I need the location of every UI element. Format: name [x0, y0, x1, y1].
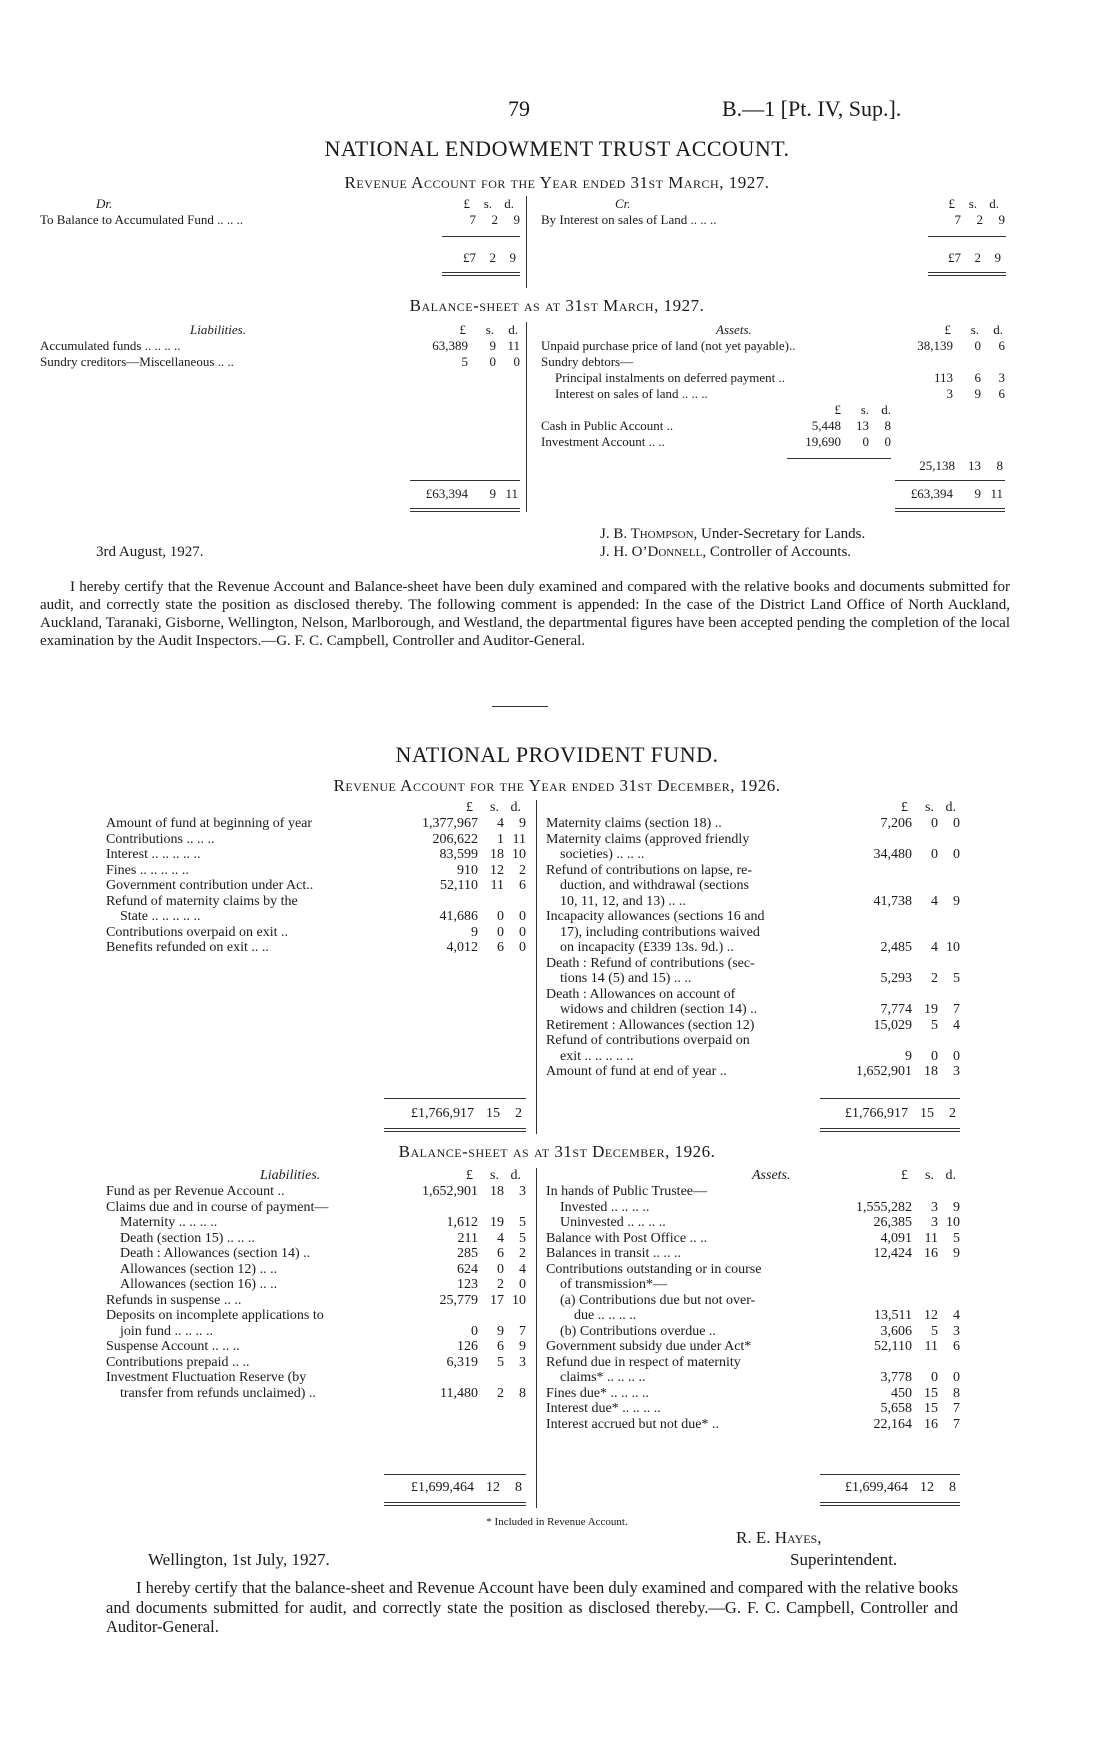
list-item: Death : Refund of contributions (sec-: [546, 955, 755, 971]
list-item: Refund of contributions on lapse, re-: [546, 862, 753, 878]
list-item: Interest accrued but not due* .. 22,164 16 7: [546, 1416, 960, 1432]
list-item: Fines due* .. .. .. .. 450 15 8: [546, 1385, 960, 1401]
list-item: Refund of maternity claims by the: [106, 893, 298, 909]
net-rev-cr-item: By Interest on sales of Land .. .. .. 7 2 9: [541, 212, 1005, 227]
net-liabilities-list: [40, 338, 520, 370]
npf-rev-left-header: £ s. d.: [466, 800, 521, 815]
list-item: 10, 11, 12, and 13) .. .. 41,738 4 9: [560, 893, 960, 909]
net-revenue-title: Revenue Account for the Year ended 31st March, 1927.: [344, 173, 770, 192]
net-asset-row: Unpaid purchase price of land (not yet payable).. 38,139 0 6: [541, 338, 1005, 353]
net-assets-label: Assets.: [716, 322, 752, 337]
cr-label: Cr.: [615, 196, 631, 211]
npf-rev-right-list: [546, 816, 960, 1080]
list-item: Uninvested .. .. .. .. 26,385 3 10: [560, 1215, 960, 1230]
list-item: Fund as per Revenue Account .. 1,652,901 18 3: [106, 1184, 526, 1199]
document-reference: B.—1 [Pt. IV, Sup.].: [722, 96, 902, 121]
list-item: Contributions .. .. .. 206,622 1 11: [106, 831, 526, 847]
list-item: Allowances (section 12) .. .. 624 0 4: [120, 1261, 526, 1277]
npf-balance-title: Balance-sheet as at 31st December, 1926.: [398, 1142, 716, 1161]
net-certificate: I hereby certify that the Revenue Account and Balance-sheet have been duly examined and compared with the relative books and documents submitted for audit, and correctly state the position as disclosed thereby. The following comment is appended: In the case of the District Land Office of North Auckland, Auckland, Taranaki, Gisborne, Wellington, Nelson, Marlborough, and Westland, the departmental figures have been accepted pending the completion of the local examination by the Audit Inspectors.—G. F. C. Campbell, Controller and Auditor-General.: [40, 579, 1010, 649]
net-rev-dr-total: £7 2 9: [463, 250, 516, 265]
net-asset-row: Investment Account .. .. 19,690 0 0: [541, 434, 891, 449]
list-item: State .. .. .. .. .. 41,686 0 0: [120, 909, 526, 924]
list-item: Contributions outstanding or in course: [546, 1261, 762, 1277]
net-asset-row: Interest on sales of land .. .. .. 3 9 6: [555, 386, 1005, 401]
list-item: join fund .. .. .. .. 0 9 7: [120, 1323, 526, 1339]
net-asset-inner-header: £ s. d.: [834, 402, 891, 417]
net-bal-liab-header: £ s. d.: [459, 322, 518, 337]
list-item: Maternity claims (approved friendly: [546, 831, 750, 847]
net-rev-dr-item: To Balance to Accumulated Fund .. .. .. 7 2 9: [40, 212, 520, 227]
npf-footnote: * Included in Revenue Account.: [486, 1516, 628, 1528]
list-item: Benefits refunded on exit .. .. 4,012 6 0: [106, 940, 526, 955]
npf-rev-right-total: £1,766,917 15 2: [845, 1106, 956, 1121]
npf-liabilities-label: Liabilities.: [260, 1168, 321, 1183]
npf-bal-right-total: £1,699,464 12 8: [845, 1480, 956, 1495]
npf-title: NATIONAL PROVIDENT FUND.: [395, 742, 719, 767]
npf-rev-left-total: £1,766,917 15 2: [411, 1106, 522, 1121]
net-asset-row: Principal instalments on deferred payment .. 113 6 3: [555, 370, 1005, 385]
npf-signature-title: Superintendent.: [790, 1550, 898, 1569]
npf-rev-right-header: £ s. d.: [901, 800, 956, 815]
list-item: Maternity claims (section 18) .. 7,206 0 0: [546, 816, 960, 831]
net-rev-cr-total: £7 2 9: [948, 250, 1001, 265]
npf-bal-left-header: £ s. d.: [466, 1168, 521, 1183]
list-item: Allowances (section 16) .. .. 123 2 0: [120, 1277, 526, 1292]
list-item: Contributions prepaid .. .. 6,319 5 3: [106, 1354, 526, 1370]
net-liab-total: £63,394 9 11: [425, 486, 518, 501]
net-assets-total: £63,394 9 11: [910, 486, 1003, 501]
net-signature-1: J. B. Thompson, Under-Secretary for Lands.: [600, 526, 866, 542]
net-liability-row: Accumulated funds .. .. .. .. 63,389 9 11: [40, 338, 520, 353]
npf-bal-left-list: [106, 1184, 526, 1401]
list-item: Death : Allowances on account of: [546, 986, 736, 1002]
list-item: Contributions overpaid on exit .. 9 0 0: [106, 924, 526, 940]
list-item: Government contribution under Act.. 52,110 11 6: [106, 878, 526, 893]
list-item: Investment Fluctuation Reserve (by: [106, 1370, 307, 1385]
net-date: 3rd August, 1927.: [96, 544, 204, 560]
net-title: NATIONAL ENDOWMENT TRUST ACCOUNT.: [324, 136, 790, 161]
npf-revenue-title: Revenue Account for the Year ended 31st December, 1926.: [333, 776, 781, 795]
list-item: Balance with Post Office .. .. 4,091 11 5: [546, 1230, 960, 1246]
list-item: exit .. .. .. .. .. 9 0 0: [560, 1048, 960, 1064]
npf-certificate: I hereby certify that the balance-sheet and Revenue Account have been duly examined and compared with the relative books and documents submitted for audit, and correctly state the position as disclosed thereby.—G. F. C. Campbell, Controller and Auditor-General.: [106, 1578, 958, 1636]
npf-bal-right-header: £ s. d.: [901, 1168, 956, 1183]
list-item: Suspense Account .. .. .. 126 6 9: [106, 1339, 526, 1354]
list-item: Refund due in respect of maternity: [546, 1354, 741, 1370]
list-item: Maternity .. .. .. .. 1,612 19 5: [120, 1215, 526, 1230]
list-item: Retirement : Allowances (section 12) 15,029 5 4: [546, 1017, 960, 1033]
list-item: on incapacity (£339 13s. 9d.) .. 2,485 4 10: [560, 940, 960, 955]
list-item: Amount of fund at beginning of year 1,377,967 4 9: [106, 816, 526, 831]
list-item: duction, and withdrawal (sections: [560, 878, 749, 893]
list-item: Balances in transit .. .. .. 12,424 16 9: [546, 1246, 960, 1261]
net-liabilities-label: Liabilities.: [190, 322, 246, 337]
list-item: Death (section 15) .. .. .. 211 4 5: [120, 1230, 526, 1246]
npf-rev-left-list: [106, 816, 526, 956]
list-item: (b) Contributions overdue .. 3,606 5 3: [560, 1323, 960, 1339]
net-balance-title: Balance-sheet as at 31st March, 1927.: [409, 296, 705, 315]
page-number: 79: [508, 96, 530, 121]
list-item: Fines .. .. .. .. .. 910 12 2: [106, 862, 526, 878]
net-assets-list: [541, 338, 1005, 450]
npf-bal-right-list: [546, 1184, 960, 1432]
list-item: transfer from refunds unclaimed) .. 11,480 2 8: [120, 1385, 526, 1401]
net-cash-total: 25,138 13 8: [919, 458, 1003, 473]
list-item: 17), including contributions waived: [560, 924, 760, 940]
list-item: due .. .. .. .. 13,511 12 4: [574, 1308, 960, 1323]
list-item: Invested .. .. .. .. 1,555,282 3 9: [560, 1199, 960, 1215]
net-asset-row: Cash in Public Account .. 5,448 13 8: [541, 418, 891, 433]
list-item: tions 14 (5) and 15) .. .. 5,293 2 5: [560, 971, 960, 986]
list-item: of transmission*—: [560, 1277, 667, 1292]
net-liability-row: Sundry creditors—Miscellaneous .. .. 5 0 0: [40, 354, 520, 369]
list-item: Interest .. .. .. .. .. 83,599 18 10: [106, 847, 526, 862]
list-item: In hands of Public Trustee—: [546, 1184, 707, 1199]
npf-signature-name: R. E. Hayes,: [736, 1528, 822, 1547]
net-signature-2: J. H. O’Donnell, Controller of Accounts.: [600, 544, 852, 560]
net-asset-row: Sundry debtors—: [541, 354, 634, 369]
list-item: Government subsidy due under Act* 52,110 11 6: [546, 1339, 960, 1354]
list-item: Death : Allowances (section 14) .. 285 6 2: [120, 1246, 526, 1261]
npf-assets-label: Assets.: [752, 1168, 791, 1183]
npf-bal-left-total: £1,699,464 12 8: [411, 1480, 522, 1495]
list-item: Refunds in suspense .. .. 25,779 17 10: [106, 1292, 526, 1308]
list-item: (a) Contributions due but not over-: [560, 1292, 756, 1308]
list-item: Incapacity allowances (sections 16 and: [546, 909, 765, 924]
list-item: Amount of fund at end of year .. 1,652,901 18 3: [546, 1064, 960, 1079]
net-rev-cr-header: £ s. d.: [948, 196, 999, 211]
net-rev-dr-header: £ s. d.: [463, 196, 514, 211]
npf-date: Wellington, 1st July, 1927.: [148, 1550, 330, 1569]
dr-label: Dr.: [96, 196, 113, 211]
list-item: societies) .. .. .. 34,480 0 0: [560, 847, 960, 862]
list-item: Deposits on incomplete applications to: [106, 1308, 324, 1323]
list-item: claims* .. .. .. .. 3,778 0 0: [560, 1370, 960, 1385]
list-item: Claims due and in course of payment—: [106, 1199, 329, 1215]
list-item: widows and children (section 14) .. 7,774 19 7: [560, 1002, 960, 1017]
list-item: Refund of contributions overpaid on: [546, 1033, 750, 1048]
net-bal-assets-header: £ s. d.: [944, 322, 1003, 337]
section-divider: [492, 706, 548, 707]
list-item: Interest due* .. .. .. .. 5,658 15 7: [546, 1401, 960, 1416]
